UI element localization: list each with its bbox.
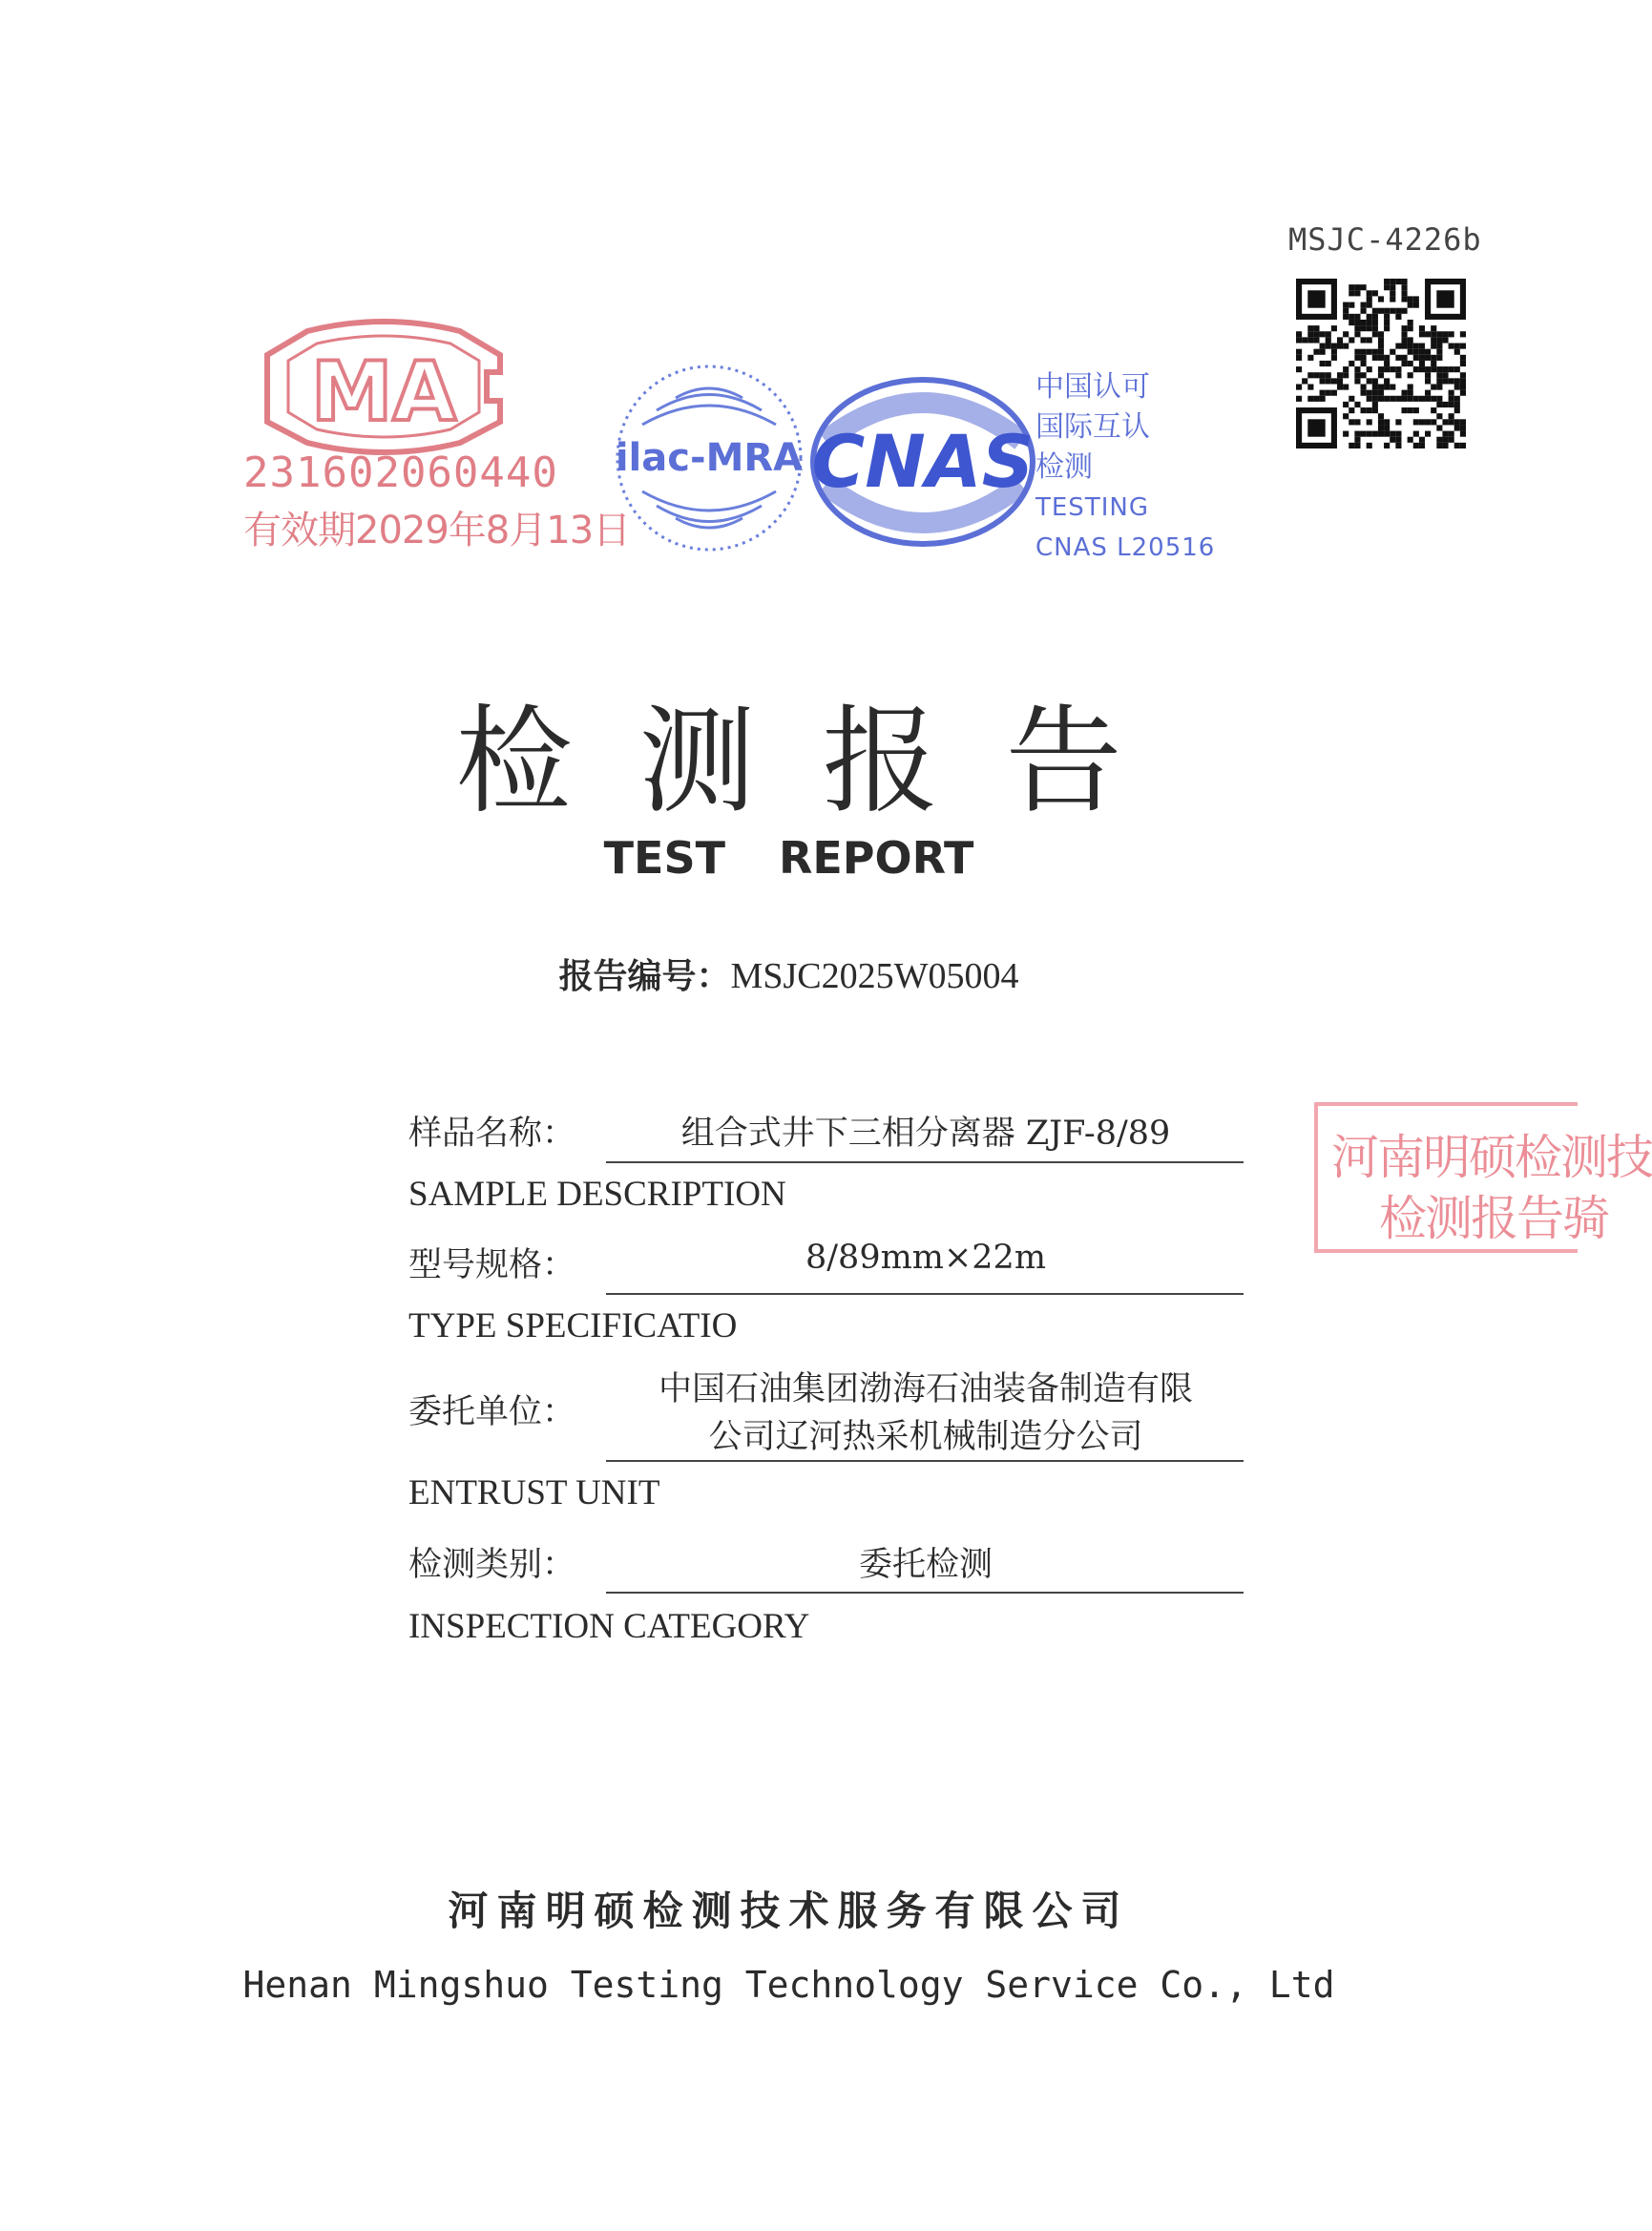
cnas-line-1: 中国认可 [1035, 370, 1150, 404]
report-title-en: TEST REPORT [603, 832, 974, 884]
cma-mark-text: MA [310, 344, 457, 440]
cma-number: 231602060440 [243, 448, 558, 497]
sample-value: 组合式井下三相分离器 ZJF-8/89 [680, 1115, 1171, 1153]
company-name-cn: 河南明硕检测技术服务有限公司 [448, 1887, 1130, 1934]
seam-stamp-line-1: 河南明硕检测技 [1331, 1130, 1652, 1185]
qr-code [1296, 279, 1466, 448]
category-label: 检测类别： [408, 1546, 576, 1584]
cnas-line-4: TESTING [1035, 493, 1149, 522]
category-underline [606, 1592, 1244, 1594]
cnas-seal [806, 374, 1040, 551]
cma-mark-logo [250, 317, 517, 455]
report-title-cn: 检测报告 [455, 694, 1189, 829]
type-value: 8/89mm×22m [805, 1239, 1047, 1277]
sample-underline [606, 1161, 1244, 1163]
company-name-en: Henan Mingshuo Testing Technology Service Co., Ltd [242, 1964, 1335, 2006]
cnas-line-2: 国际互认 [1035, 410, 1150, 444]
cnas-accreditation-text [1035, 367, 1215, 568]
ilac-mra-seal [609, 358, 809, 558]
seam-stamp [1314, 1102, 1652, 1253]
ilac-mra-text: ilac-MRA [615, 436, 804, 480]
cnas-logo-text: CNAS [811, 419, 1035, 504]
type-label: 型号规格： [408, 1246, 576, 1284]
cnas-line-3: 检测 [1035, 450, 1093, 484]
sample-label: 样品名称： [408, 1115, 576, 1153]
cma-validity: 有效期2029年8月13日 [243, 509, 631, 553]
sample-label-en: SAMPLE DESCRIPTION [408, 1175, 786, 1214]
entrust-label-en: ENTRUST UNIT [408, 1473, 660, 1512]
type-underline [606, 1293, 1244, 1295]
document-code: MSJC-4226b [1288, 221, 1482, 258]
seam-stamp-line-2: 检测报告骑 [1379, 1191, 1608, 1246]
entrust-underline [606, 1460, 1244, 1462]
category-value: 委托检测 [858, 1546, 993, 1584]
report-number [0, 949, 1578, 998]
category-label-en: INSPECTION CATEGORY [408, 1607, 810, 1646]
entrust-value-line-1: 中国石油集团渤海石油装备制造有限 [658, 1370, 1193, 1408]
cnas-line-5: CNAS L20516 [1035, 533, 1216, 562]
report-number-label: 报告编号： [558, 957, 731, 996]
entrust-value-line-2: 公司辽河热采机械制造分公司 [708, 1418, 1143, 1456]
report-number-value: MSJC2025W05004 [730, 956, 1019, 996]
type-label-en: TYPE SPECIFICATIO [408, 1306, 738, 1345]
entrust-label: 委托单位： [408, 1393, 576, 1431]
